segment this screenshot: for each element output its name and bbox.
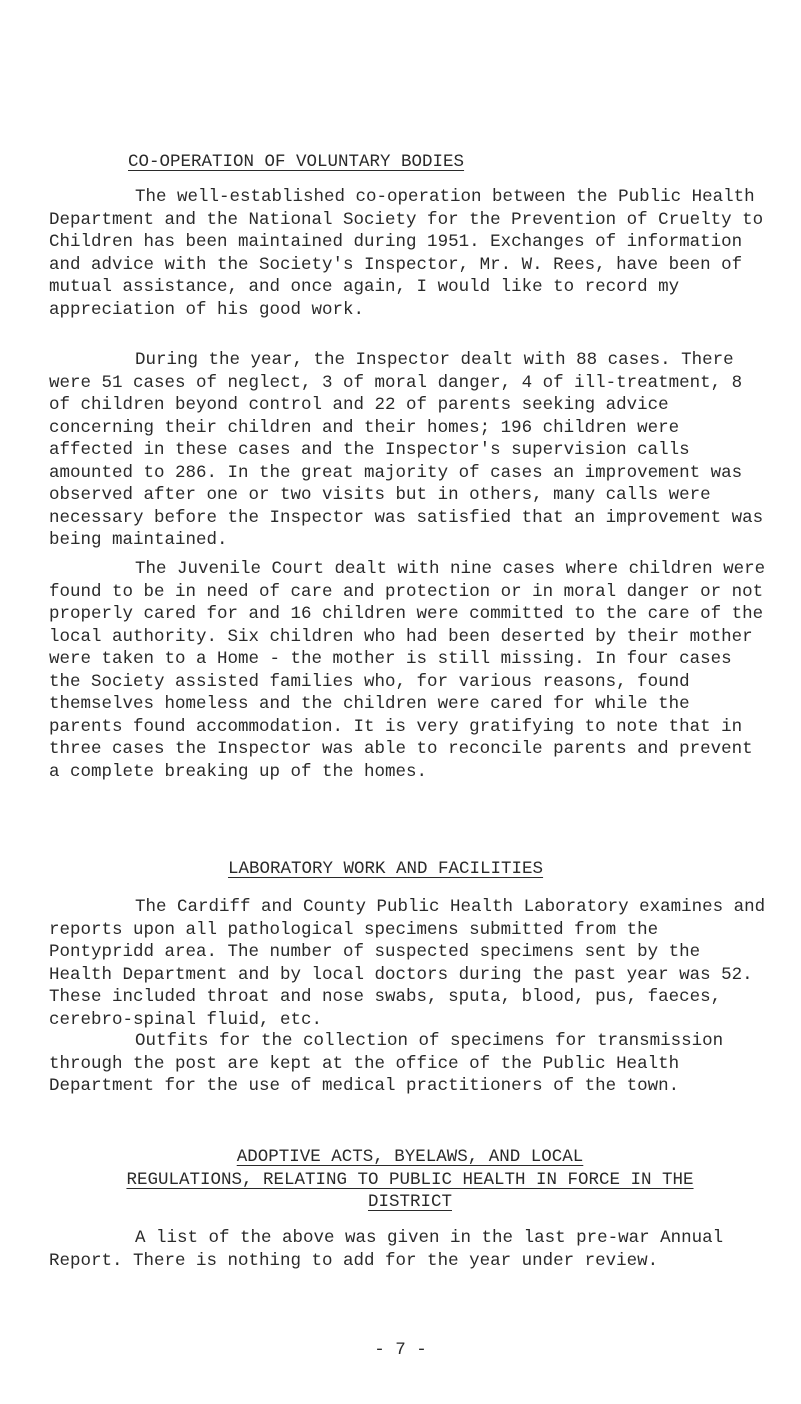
section-heading-laboratory: LABORATORY WORK AND FACILITIES xyxy=(228,859,544,879)
section-heading-adoptive-acts xyxy=(49,1146,771,1214)
heading-line-3: DISTRICT xyxy=(367,1192,452,1212)
paragraph-laboratory-2: Outfits for the collection of specimens for transmission through the post are kept at the office of the Public Health Department for the use of medical practitioners of the town. xyxy=(49,1031,724,1096)
paragraph-cooperation-2: During the year, the Inspector dealt with 88 cases. There were 51 cases of neglect, 3 of moral danger, 4 of ill-treatment, 8 of children beyond control and 22 of parents seeking advice concerning their children and their homes; 196 children were affected in these cases and the Inspector's supervision calls amounted to 286. In the great majority of cases an improvement was observed after one or two visits but in others, many calls were necessary before the Inspector was satisfied that an improvement was being maintained. xyxy=(49,350,764,550)
paragraph-laboratory-1: The Cardiff and County Public Health Laboratory examines and reports upon all pathological specimens submitted from the Pontypridd area. The number of suspected specimens sent by the Health Department and by local doctors during the past year was 52. These included throat and nose swabs, sputa, blood, pus, faeces, cerebro-spinal fluid, etc. xyxy=(49,897,766,1030)
paragraph-adoptive-acts: A list of the above was given in the last pre-war Annual Report. There is nothing to add for the year under review. xyxy=(49,1228,724,1271)
heading-line-2: REGULATIONS, RELATING TO PUBLIC HEALTH IN FORCE IN THE xyxy=(126,1169,694,1190)
paragraph-cooperation-1: The well-established co-operation between the Public Health Department and the National Society for the Prevention of Cruelty to Children has been maintained during 1951. Exchanges of information and advice with the Society's Inspector, Mr. W. Rees, have been of mutual assistance, and once again, I would like to record my appreciation of his good work. xyxy=(49,187,764,320)
paragraph-cooperation-3: The Juvenile Court dealt with nine cases where children were found to be in need of care and protection or in moral danger or not properly cared for and 16 children were committed to the care of the local authority. Six children who had been deserted by their mother were taken to a Home - the mother is still missing. In four cases the Society assisted families who, for various reasons, found themselves homeless and the children were cared for while the parents found accommodation. It is very gratifying to note that in three cases the Inspector was able to reconcile parents and prevent a complete breaking up of the homes. xyxy=(49,559,766,782)
section-heading-cooperation: CO-OPERATION OF VOLUNTARY BODIES xyxy=(128,152,465,172)
heading-line-1: ADOPTIVE ACTS, BYELAWS, AND LOCAL xyxy=(236,1147,584,1167)
page-number: - 7 - xyxy=(374,1340,427,1360)
